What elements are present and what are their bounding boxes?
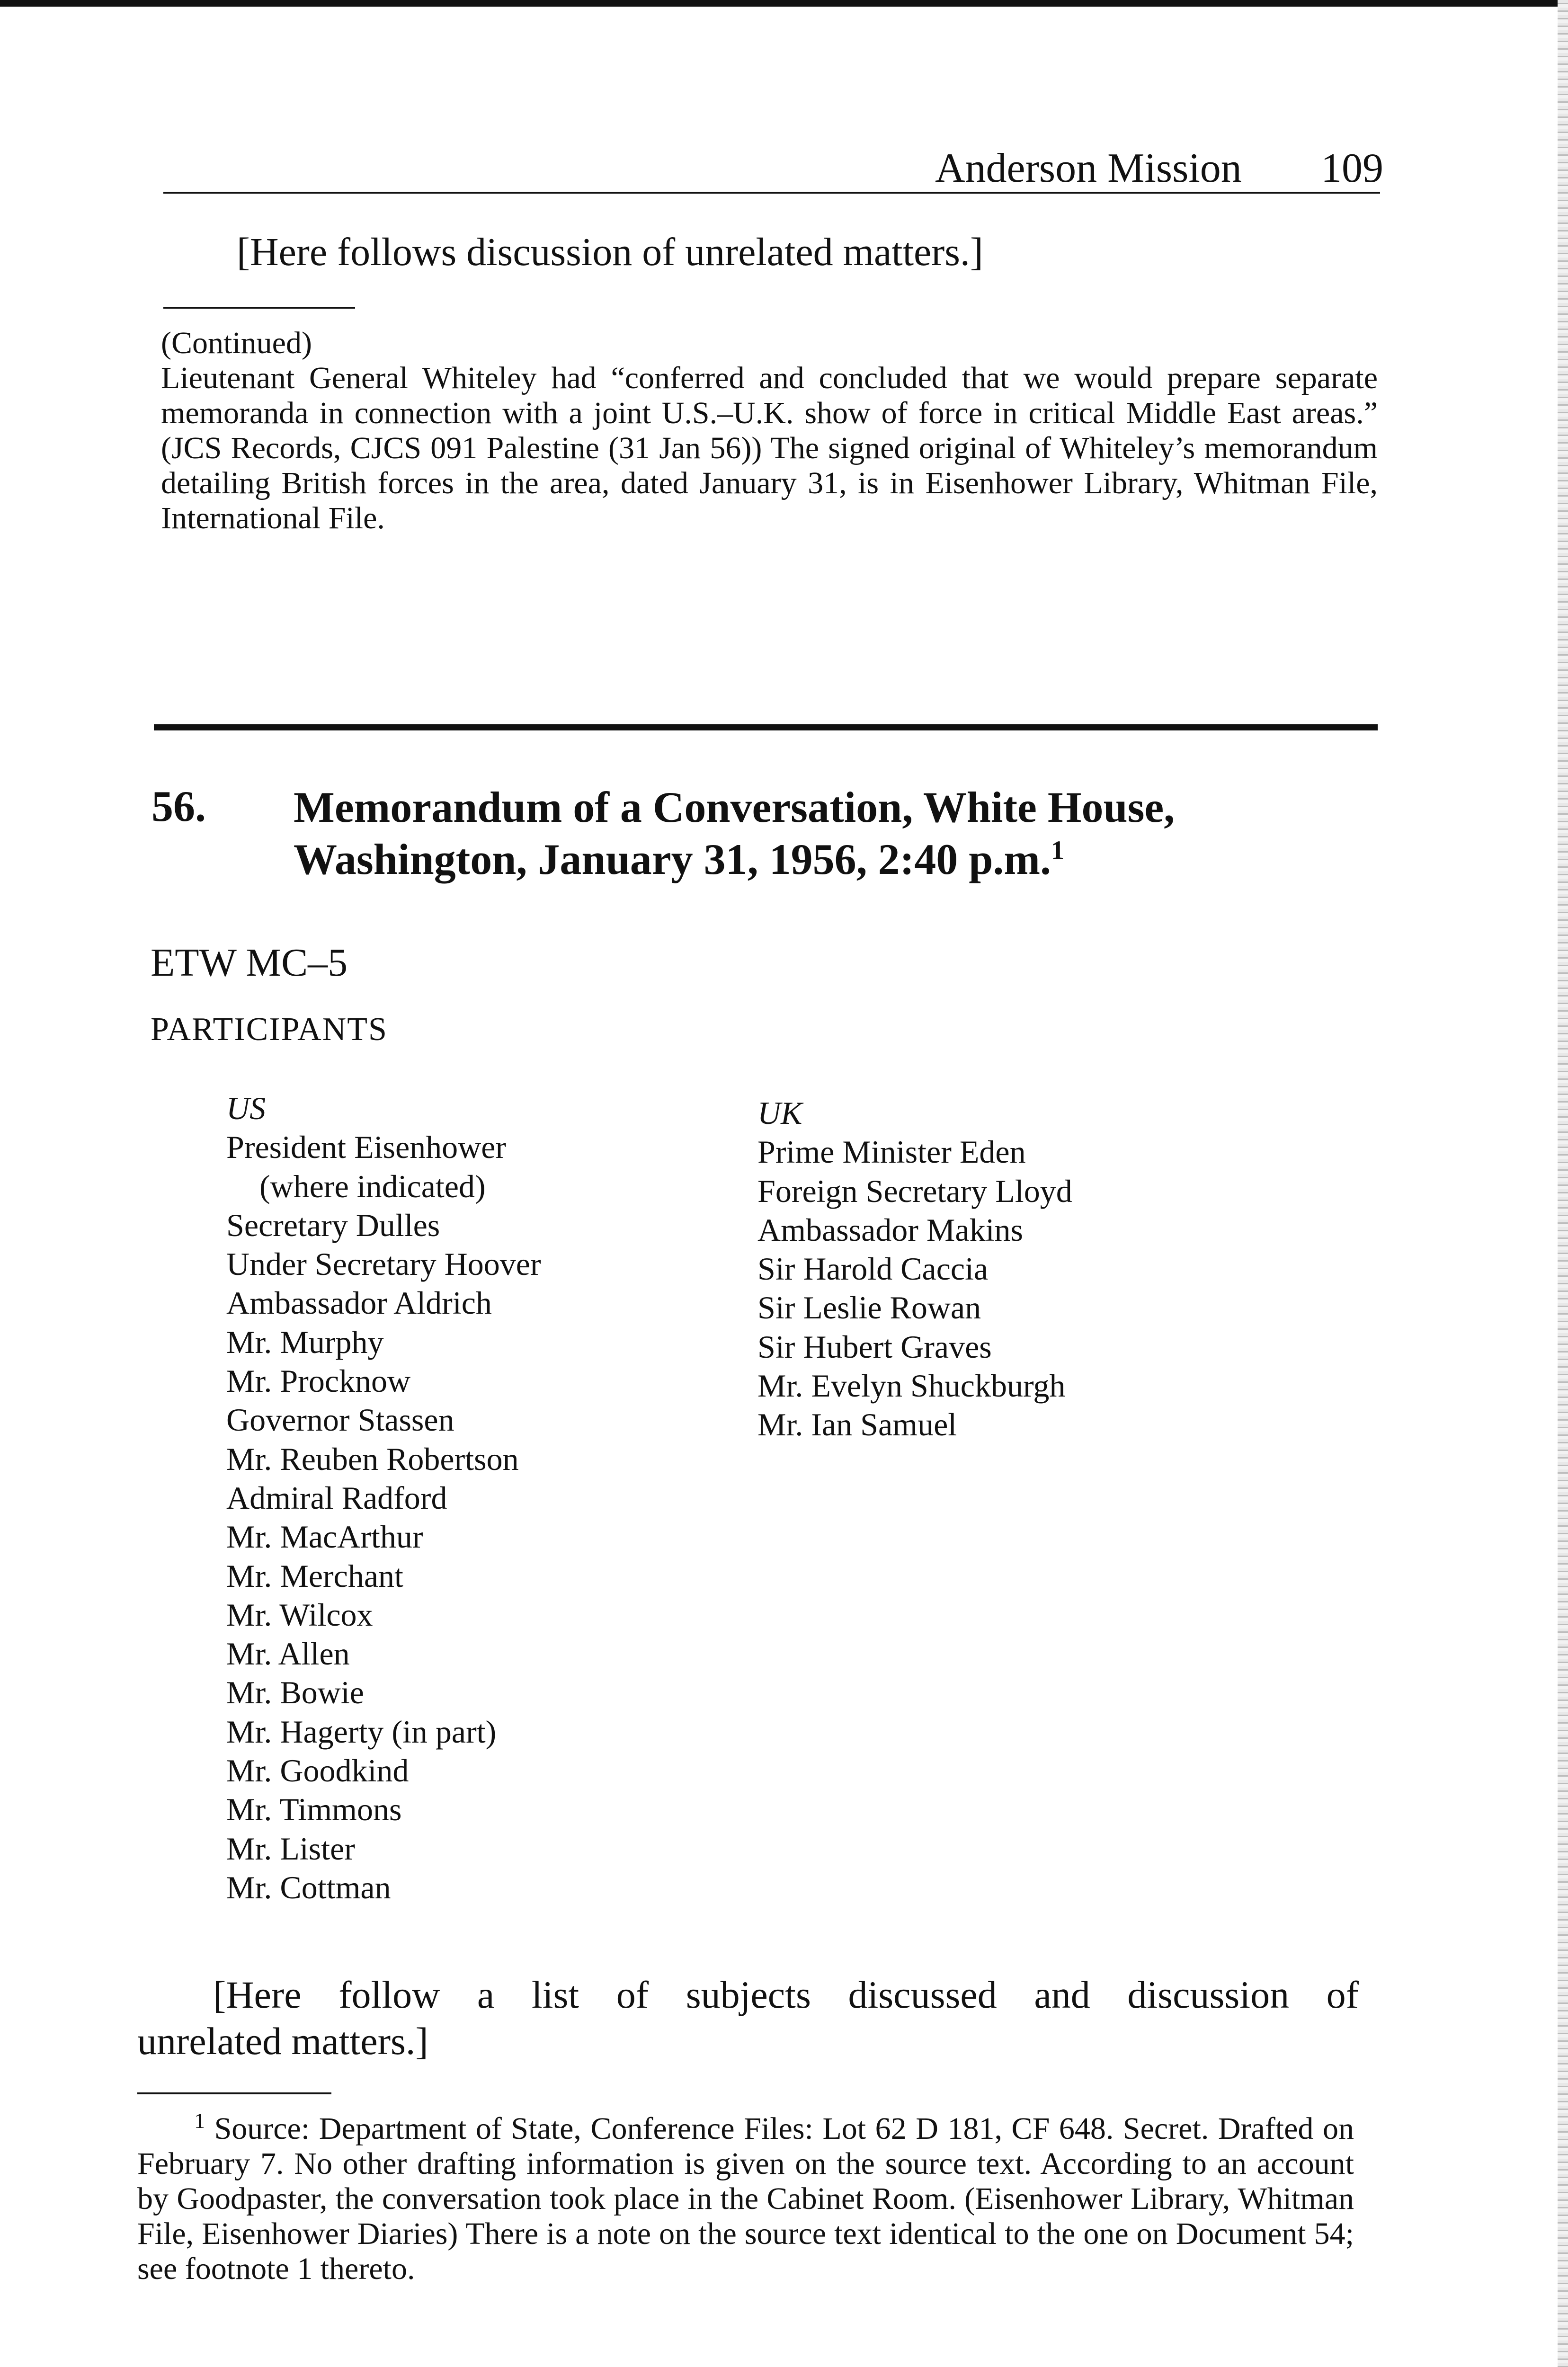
page-edge-scan [1558, 0, 1568, 2367]
participant: Prime Minister Eden [757, 1134, 1026, 1170]
footnote-separator-2 [137, 2092, 331, 2094]
title-footnote-marker: 1 [1051, 836, 1065, 865]
continued-label: (Continued) [161, 326, 312, 360]
participant: Mr. Murphy [226, 1324, 384, 1360]
document-code: ETW MC–5 [151, 941, 348, 985]
participant: Ambassador Makins [757, 1211, 1023, 1248]
unrelated-subjects-note [137, 1972, 1359, 2064]
participant: Ambassador Aldrich [226, 1285, 492, 1321]
participant: Mr. Procknow [226, 1363, 411, 1399]
uk-heading: UK [757, 1095, 802, 1131]
continued-footnote [161, 326, 1378, 536]
participant: Mr. Wilcox [226, 1596, 373, 1633]
participant: Governor Stassen [226, 1402, 454, 1438]
participant: Foreign Secretary Lloyd [757, 1173, 1072, 1209]
note-line-1: [Here follow a list of subjects discussed and discussion of [213, 1973, 1359, 2016]
participant: Mr. Cottman [226, 1869, 391, 1905]
footnote-separator [163, 307, 355, 309]
participant: Admiral Radford [226, 1479, 447, 1516]
section-divider [154, 724, 1378, 730]
participant: Mr. Merchant [226, 1557, 403, 1594]
participant: Sir Leslie Rowan [757, 1290, 981, 1326]
participant: Secretary Dulles [226, 1207, 440, 1243]
page-number: 109 [1321, 145, 1383, 191]
uk-participants-column [757, 1094, 1072, 1444]
participants-heading: PARTICIPANTS [151, 1011, 388, 1048]
participant: Mr. Timmons [226, 1791, 402, 1828]
participant: Mr. Bowie [226, 1674, 364, 1711]
participant: Mr. Lister [226, 1830, 355, 1867]
participant: Under Secretary Hoover [226, 1246, 541, 1282]
participant: Mr. Ian Samuel [757, 1406, 957, 1443]
participant: Mr. Reuben Robertson [226, 1441, 519, 1477]
participant: Mr. Goodkind [226, 1753, 409, 1789]
participant: Sir Hubert Graves [757, 1328, 992, 1365]
source-footnote [137, 2111, 1354, 2287]
unrelated-matters-note: [Here follows discussion of unrelated matters.] [237, 230, 983, 274]
continued-text: Lieutenant General Whiteley had “conferred and concluded that we would prepare separate memoranda in connection with a joint U.S.–U.K. show of force in critical Middle East areas.” (JCS Records, CJCS 091 Palestine (31 Jan 56)) The signed original of Whiteley’s memorandum detailing British forces in the area, dated January 31, is in Eisenhower Library, Whitman File, International File. [161, 361, 1378, 535]
participant: Mr. Hagerty (in part) [226, 1713, 497, 1750]
participant: Sir Harold Caccia [757, 1251, 989, 1287]
document-title-text: Memorandum of a Conversation, White House, Washington, January 31, 1956, 2:40 p.m. [294, 783, 1175, 883]
participant-note: (where indicated) [259, 1168, 486, 1204]
page-top-border [0, 0, 1568, 7]
header-rule [163, 192, 1380, 194]
note-line-2: unrelated matters.] [137, 2020, 428, 2063]
participant: Mr. MacArthur [226, 1519, 423, 1555]
running-head: Anderson Mission [935, 145, 1242, 191]
document-title [294, 781, 1359, 885]
participant: President Eisenhower [226, 1129, 507, 1166]
us-heading: US [226, 1090, 266, 1126]
participant: Mr. Allen [226, 1636, 350, 1672]
document-number: 56. [151, 782, 206, 830]
participant: Mr. Evelyn Shuckburgh [757, 1368, 1066, 1404]
footnote-marker: 1 [194, 2109, 205, 2133]
source-footnote-text: Source: Department of State, Conference Files: Lot 62 D 181, CF 648. Secret. Drafted on February 7. No other drafting information is given on the source text. According to an account by Goodpaster, the conversation took place in the Cabinet Room. (Eisenhower Library, Whitman File, Eisenhower Diaries) There is a note on the source text identical to the one on Document 54; see footnote 1 thereto. [137, 2111, 1354, 2286]
us-participants-column [226, 1089, 541, 1907]
